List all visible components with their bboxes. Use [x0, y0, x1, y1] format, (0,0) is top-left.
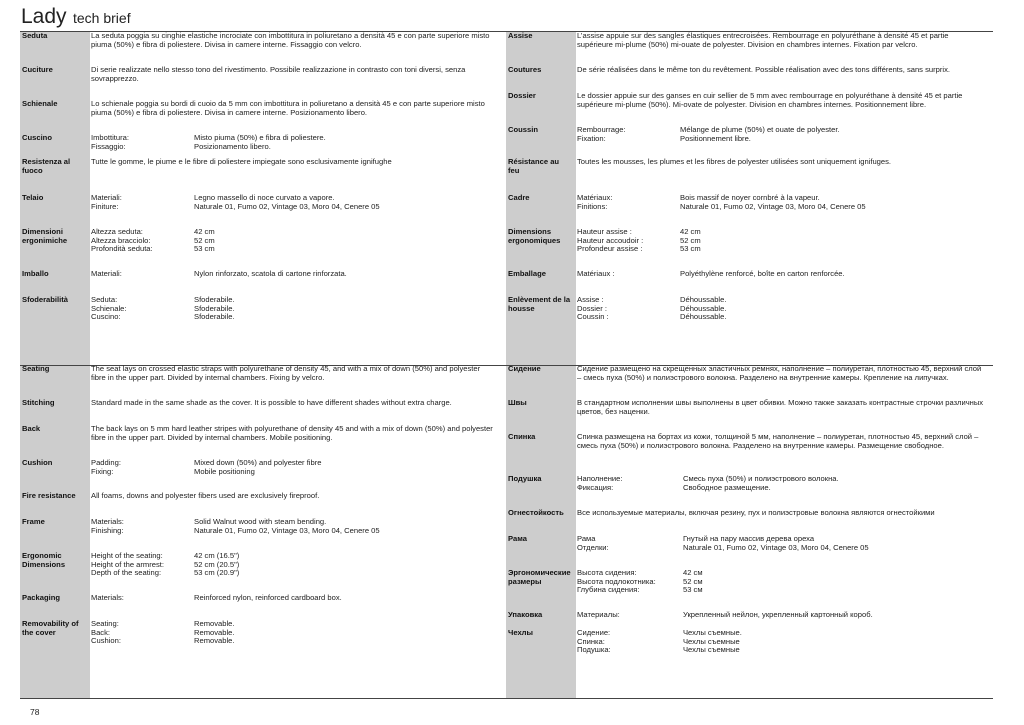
spec-description: Все используемые материалы, включая резину, пух и полиэстровые волокна являются огнестойкими — [577, 508, 935, 517]
spec-key: Fixation: — [577, 133, 606, 143]
spec-description: Di serie realizzate nello stesso tono del rivestimento. Possibile realizzazione in contrasto con toni diversi, senza sovrapprezzo. — [91, 65, 466, 83]
spec-label: Resistenza al fuoco — [22, 157, 71, 175]
spec-key: Profondeur assise : — [577, 244, 643, 254]
spec-label: Fire resistance — [22, 491, 76, 500]
spec-value: Naturale 01, Fumo 02, Vintage 03, Moro 04, Cenere 05 — [194, 525, 380, 535]
spec-key: Finishing: — [91, 525, 124, 535]
spec-description: Tutte le gomme, le piume e le fibre di poliestere impiegate sono esclusivamente ignifughe — [91, 157, 392, 166]
spec-label: Enlèvement de la housse — [508, 295, 571, 313]
spec-value: 52 cm (20.5") — [194, 559, 240, 569]
spec-label: Dimensions ergonomiques — [508, 227, 561, 245]
bottom-rule — [20, 698, 993, 699]
spec-label: Cuscino — [22, 133, 52, 142]
spec-row — [508, 228, 988, 268]
spec-description: Le dossier appuie sur des ganses en cuir sellier de 5 mm avec rembourrage en polyuréthane à densité 45 et partie supérieure mi-plume (50%). Mi-ovate de polyester. Division en chambres internes. Positionnement libre. — [577, 91, 963, 109]
spec-key: Hauteur accoudoir : — [577, 235, 644, 245]
spec-label: Dossier — [508, 91, 536, 100]
spec-key: Depth of the seating: — [91, 568, 162, 578]
spec-value: Mélange de plume (50%) et ouate de polyester. — [680, 125, 840, 134]
spec-description: All foams, downs and polyester fibers used are exclusively fireproof. — [91, 491, 320, 500]
spec-value: Polyéthylène renforcé, boîte en carton renforcée. — [680, 269, 845, 278]
spec-label: Cushion — [22, 458, 53, 467]
spec-value: 53 см — [683, 585, 703, 595]
spec-key: Рама — [577, 534, 596, 543]
spec-key: Высота подлокотника: — [577, 576, 656, 586]
spec-label: Швы — [508, 398, 527, 407]
spec-value: Reinforced nylon, reinforced cardboard box. — [194, 593, 342, 602]
spec-row — [508, 629, 988, 669]
spec-label: Чехлы — [508, 628, 533, 637]
spec-label: Schienale — [22, 99, 58, 108]
spec-key: Back: — [91, 627, 110, 637]
spec-value: Sfoderabile. — [194, 295, 235, 304]
spec-label: Résistance au feu — [508, 157, 560, 175]
spec-section-it — [22, 32, 502, 362]
spec-key: Altezza bracciolo: — [91, 235, 151, 245]
spec-label: Back — [22, 424, 41, 433]
spec-key: Отделки: — [577, 542, 609, 552]
spec-label: Coutures — [508, 65, 542, 74]
spec-description: L’assise appuie sur des sangles élastiques entrecroisées. Rembourrage en polyuréthane à densité 45 et partie supérieure mi-plume (50%) mi-ouate de polyester. Division en chambres internes. Fixation par velcro. — [577, 31, 949, 49]
spec-value: Чехлы съемные. — [683, 628, 742, 637]
spec-label: Подушка — [508, 474, 542, 483]
spec-value: 42 cm (16.5") — [194, 551, 240, 560]
spec-value: Sfoderabile. — [194, 303, 235, 313]
spec-value: Mobile positioning — [194, 466, 255, 476]
page-title — [21, 5, 131, 29]
spec-value: 52 cm — [680, 235, 701, 245]
spec-value: Removable. — [194, 636, 235, 646]
spec-value: Naturale 01, Fumo 02, Vintage 03, Moro 04, Cenere 05 — [680, 201, 866, 211]
spec-label: Stitching — [22, 398, 55, 407]
spec-label: Рама — [508, 534, 527, 543]
spec-key: Coussin : — [577, 312, 609, 322]
spec-description: The back lays on 5 mm hard leather stripes with polyurethane of density 45 and with a mix of down (50%) and polyester fibre in the upper part. Divided by internal chambers. Mobile positioning. — [91, 424, 493, 442]
spec-value: Гнутый на пару массив дерева ореха — [683, 534, 815, 543]
spec-value: Solid Walnut wood with steam bending. — [194, 517, 327, 526]
spec-row — [22, 228, 502, 268]
spec-value: Чехлы съемные — [683, 636, 740, 646]
spec-value: 42 cm — [194, 227, 215, 236]
spec-label: Sfoderabilità — [22, 295, 68, 304]
spec-description: Standard made in the same shade as the cover. It is possible to have different shades without extra charge. — [91, 398, 452, 407]
spec-value: Свободное размещение. — [683, 482, 771, 492]
spec-key: Finitions: — [577, 201, 608, 211]
spec-section-fr — [508, 32, 988, 362]
spec-label: Seduta — [22, 31, 48, 40]
spec-label: Спинка — [508, 432, 536, 441]
spec-key: Seating: — [91, 619, 119, 628]
spec-value: Legno massello di noce curvato a vapore. — [194, 193, 335, 202]
spec-key: Materiali: — [91, 193, 122, 202]
spec-label: Dimensioni ergonimiche — [22, 227, 68, 245]
spec-key: Materials: — [91, 517, 124, 526]
spec-row — [22, 296, 502, 336]
spec-value: Misto piuma (50%) e fibra di poliestere. — [194, 133, 326, 142]
spec-label: Cuciture — [22, 65, 53, 74]
spec-value: Removable. — [194, 619, 235, 628]
spec-label: Frame — [22, 517, 45, 526]
spec-key: Сидение: — [577, 628, 611, 637]
spec-row — [508, 296, 988, 336]
spec-label: Cadre — [508, 193, 530, 202]
spec-label: Assise — [508, 31, 533, 40]
spec-value: Bois massif de noyer cornbré à la vapeur. — [680, 193, 820, 202]
spec-key: Seduta: — [91, 295, 118, 304]
document-subtitle: tech brief — [73, 10, 131, 26]
spec-value: Déhoussable. — [680, 295, 727, 304]
spec-value: 52 см — [683, 576, 703, 586]
spec-key: Schienale: — [91, 303, 127, 313]
spec-label: Огнестойкость — [508, 508, 564, 517]
spec-row — [22, 158, 502, 198]
spec-value: Чехлы съемные — [683, 645, 740, 655]
spec-value: 52 cm — [194, 235, 215, 245]
spec-value: Укрепленный нейлон, укрепленный картонный короб. — [683, 610, 873, 619]
spec-value: Смесь пуха (50%) и полиэстрового волокна. — [683, 474, 839, 483]
spec-key: Height of the armrest: — [91, 559, 165, 569]
spec-label: Emballage — [508, 269, 546, 278]
spec-key: Rembourrage: — [577, 125, 626, 134]
product-name: Lady — [21, 5, 67, 28]
spec-key: Dossier : — [577, 303, 607, 313]
spec-description: Спинка размещена на бортах из кожи, толщиной 5 мм, наполнение – полиуретан, плотностью 45, верхний слой – смесь пуха (50%) и полиэстрового волокна. Разделено на внутренние камеры. Размещение свободное. — [577, 432, 979, 450]
spec-value: Mixed down (50%) and polyester fibre — [194, 458, 322, 467]
spec-value: Naturale 01, Fumo 02, Vintage 03, Moro 04, Cenere 05 — [194, 201, 380, 211]
spec-value: 42 cm — [680, 227, 701, 236]
spec-description: В стандартном исполнении швы выполнены в цвет обивки. Можно также заказать контрастные строчки различных цветов, без наценки. — [577, 398, 984, 416]
spec-key: Matériaux : — [577, 269, 615, 278]
spec-key: Fissaggio: — [91, 141, 126, 151]
spec-key: Cuscino: — [91, 312, 121, 322]
spec-value: Déhoussable. — [680, 303, 727, 313]
spec-label: Сидение — [508, 364, 541, 373]
spec-label: Ergonomic Dimensions — [22, 551, 66, 569]
spec-key: Глубина сидения: — [577, 585, 640, 595]
spec-key: Matériaux: — [577, 193, 613, 202]
spec-key: Padding: — [91, 458, 121, 467]
spec-section-en — [22, 365, 502, 695]
spec-label: Removability of the cover — [22, 619, 79, 637]
spec-row — [508, 569, 988, 609]
spec-label: Packaging — [22, 593, 60, 602]
spec-description: The seat lays on crossed elastic straps with polyurethane of density 45, and with a mix of down (50%) and polyester fibre in the upper part. Divided by internal chambers. Fixing by velcro. — [91, 364, 481, 382]
spec-label: Эргономические размеры — [508, 568, 571, 586]
spec-value: Nylon rinforzato, scatola di cartone rinforzata. — [194, 269, 347, 278]
spec-description: Lo schienale poggia su bordi di cuoio da 5 mm con imbottitura in poliuretano a densità 45 e con parte superiore misto piuma (50%) e fibra di poliestere. Divisa in camere interne. Posizionamento libero. — [91, 99, 485, 117]
spec-value: 53 cm — [680, 244, 701, 254]
spec-key: Profondità seduta: — [91, 244, 153, 254]
spec-description: Сидение размещено на скрещенных эластичных ремнях, наполнение – полиуретан, плотностью 45, верхний слой – смесь пуха (50%) и полиэстрового волокна. Разделено на внутренние камеры. Крепление на липучках. — [577, 364, 982, 382]
spec-row — [22, 552, 502, 592]
spec-row — [508, 433, 988, 473]
spec-row — [508, 158, 988, 198]
spec-key: Finiture: — [91, 201, 119, 211]
spec-key: Спинка: — [577, 636, 605, 646]
spec-value: Naturale 01, Fumo 02, Vintage 03, Moro 04, Cenere 05 — [683, 542, 869, 552]
spec-key: Assise : — [577, 295, 604, 304]
spec-label: Imballo — [22, 269, 49, 278]
spec-label: Coussin — [508, 125, 538, 134]
spec-key: Cushion: — [91, 636, 121, 646]
spec-value: Removable. — [194, 627, 235, 637]
spec-description: La seduta poggia su cinghie elastiche incrociate con imbottitura in poliuretano a densità 45 e con parte superiore misto piuma (50%) e fibra di poliestere. Divisa in camere interne. Fissaggio con velcro. — [91, 31, 490, 49]
page-number: 78 — [30, 707, 40, 717]
spec-value: Déhoussable. — [680, 312, 727, 322]
spec-value: 42 см — [683, 568, 703, 577]
spec-description: Toutes les mousses, les plumes et les fibres de polyester utilisées sont uniquement ignifuges. — [577, 157, 892, 166]
spec-value: Sfoderabile. — [194, 312, 235, 322]
spec-key: Материалы: — [577, 610, 620, 619]
spec-key: Высота сидения: — [577, 568, 637, 577]
spec-value: Posizionamento libero. — [194, 141, 271, 151]
spec-key: Imbottitura: — [91, 133, 129, 142]
spec-key: Height of the seating: — [91, 551, 163, 560]
spec-label: Упаковка — [508, 610, 543, 619]
spec-row — [22, 620, 502, 660]
spec-value: 53 cm — [194, 244, 215, 254]
spec-key: Fixing: — [91, 466, 114, 476]
spec-key: Materiali: — [91, 269, 122, 278]
spec-key: Materials: — [91, 593, 124, 602]
spec-label: Seating — [22, 364, 50, 373]
spec-key: Hauteur assise : — [577, 227, 632, 236]
spec-key: Altezza seduta: — [91, 227, 143, 236]
spec-key: Подушка: — [577, 645, 611, 655]
spec-description: De série réalisées dans le même ton du revêtement. Possible réalisation avec des tons différents, sans surprix. — [577, 65, 950, 74]
spec-label: Telaio — [22, 193, 44, 202]
spec-value: Positionnement libre. — [680, 133, 751, 143]
spec-key: Фиксация: — [577, 482, 614, 492]
spec-section-ru — [508, 365, 988, 695]
spec-key: Наполнение: — [577, 474, 623, 483]
spec-value: 53 cm (20.9") — [194, 568, 240, 578]
